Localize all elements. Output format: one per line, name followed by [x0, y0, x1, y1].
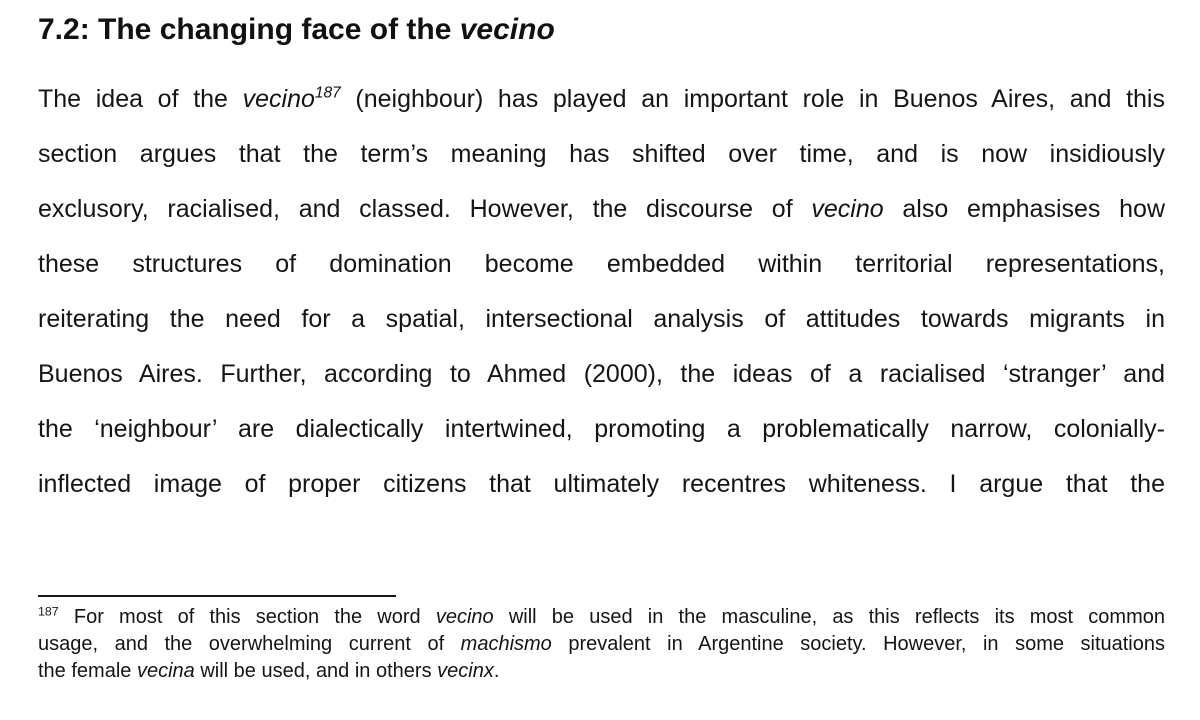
footnote-ref: 187 [314, 84, 341, 102]
text-segment: For most of this section the word [58, 606, 436, 628]
text-segment: inflected image of proper citizens that ultimately recentres whiteness. I argue that the [38, 470, 1165, 498]
text-segment: . [493, 660, 500, 682]
body-line-5 [38, 292, 1165, 347]
text-segment: these structures of domination become embedded within territorial representations, [38, 250, 1165, 278]
text-segment: vecinx [437, 660, 494, 682]
footnote-line-1 [38, 604, 1165, 631]
text-segment: usage, and the overwhelming current of [38, 633, 461, 655]
text-segment: (neighbour) has played an important role in Buenos Aires, and this [340, 85, 1165, 113]
footnote-line-3 [38, 658, 1165, 685]
footnote [38, 604, 1165, 685]
body-line-8 [38, 457, 1165, 512]
text-segment: also emphasises how [883, 195, 1165, 223]
body-line-6 [38, 347, 1165, 402]
text-segment: The idea of the [38, 85, 243, 113]
text-segment: exclusory, racialised, and classed. However, the discourse of [38, 195, 812, 223]
text-segment: Buenos Aires. Further, according to Ahmed (2000), the ideas of a racialised ‘stranger’ and [38, 360, 1165, 388]
text-segment: will be used in the masculine, as this reflects its most common [493, 606, 1165, 628]
footnote-ref: 187 [38, 604, 59, 619]
body-line-4 [38, 237, 1165, 292]
text-segment: prevalent in Argentine society. However, in some situations [551, 633, 1165, 655]
body-line-1 [38, 72, 1165, 127]
text-segment: vecino [459, 13, 555, 46]
body-paragraph [38, 72, 1165, 512]
text-segment: section argues that the term’s meaning has shifted over time, and is now insidiously [38, 140, 1165, 168]
body-line-7 [38, 402, 1165, 457]
text-segment: the ‘neighbour’ are dialectically intertwined, promoting a problematically narrow, colonially- [38, 415, 1165, 443]
text-segment: vecino [811, 195, 884, 223]
footnote-separator [38, 595, 396, 597]
section-heading [38, 12, 1165, 48]
text-segment: machismo [460, 633, 552, 655]
body-line-2 [38, 127, 1165, 182]
text-segment: vecino [435, 606, 494, 628]
text-segment: the female [38, 660, 137, 682]
text-segment: 7.2: The changing face of the [38, 13, 460, 46]
text-segment: will be used, and in others [194, 660, 438, 682]
footnote-line-2 [38, 631, 1165, 658]
body-line-3 [38, 182, 1165, 237]
text-segment: reiterating the need for a spatial, intersectional analysis of attitudes towards migrants in [38, 305, 1165, 333]
text-segment: vecina [136, 660, 195, 682]
text-segment: vecino [242, 85, 315, 113]
